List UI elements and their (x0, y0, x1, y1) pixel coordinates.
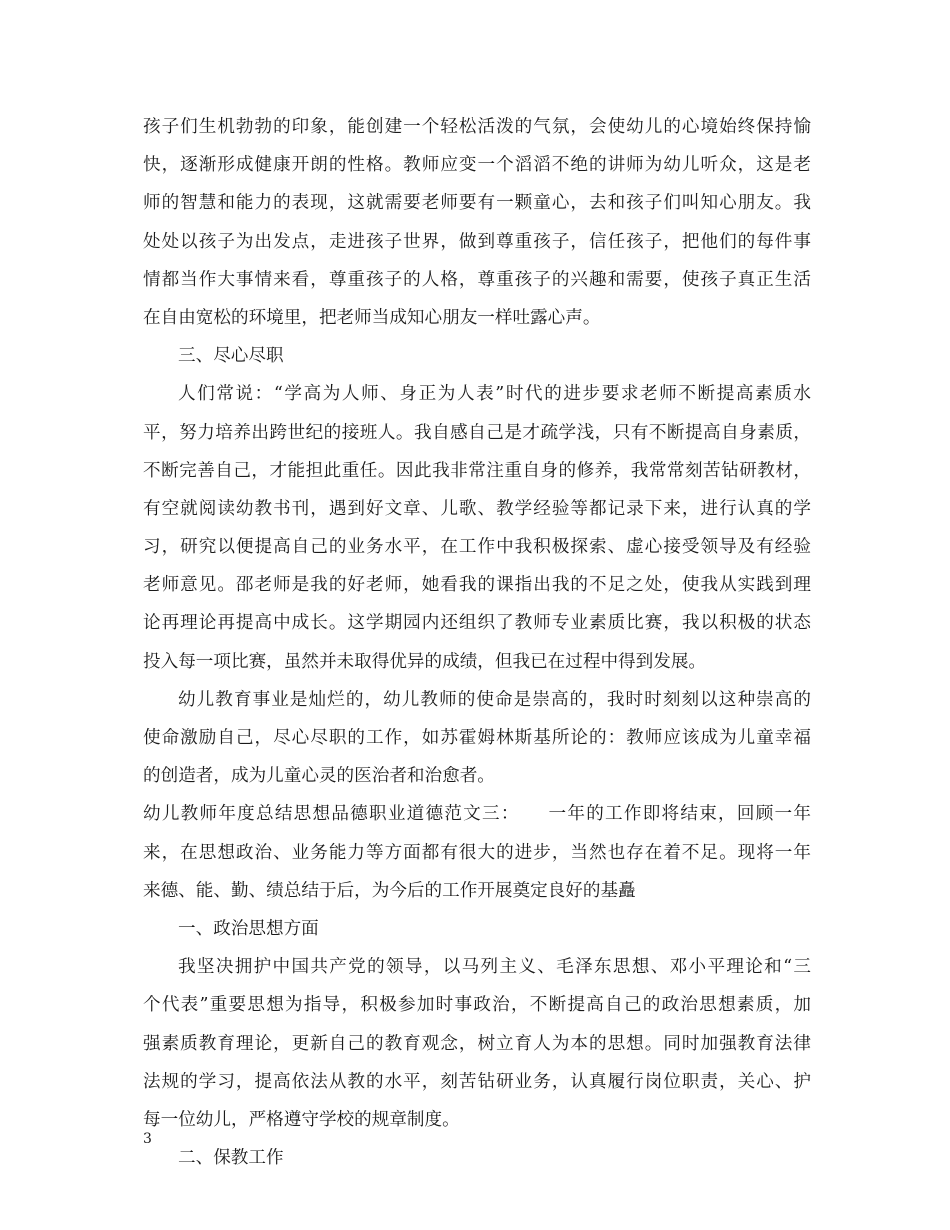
text-line: 个代表”重要思想为指导，积极参加时事政治，不断提高自己的政治思想素质，加 (143, 995, 811, 1016)
text-line: 幼儿教师年度总结思想品德职业道德范文三： 一年的工作即将结束，回顾一年 (143, 804, 811, 825)
text-line: 一、政治思想方面 (178, 918, 319, 939)
text-line: 三、尽心尽职 (178, 346, 284, 367)
text-line: 处处以孩子为出发点，走进孩子世界，做到尊重孩子，信任孩子，把他们的每件事 (143, 231, 811, 252)
text-line: 投入每一项比赛，虽然并未取得优异的成绩，但我已在过程中得到发展。 (143, 651, 707, 672)
text-line: 幼儿教育事业是灿烂的，幼儿教师的使命是崇高的，我时时刻刻以这种崇高的 (178, 689, 811, 710)
text-line: 平，努力培养出跨世纪的接班人。我自感自己是才疏学浅，只有不断提高自身素质， (143, 422, 811, 443)
text-line: 快，逐渐形成健康开朗的性格。教师应变一个滔滔不绝的讲师为幼儿听众，这是老 (143, 155, 811, 176)
text-line: 法规的学习，提高依法从教的水平，刻苦钻研业务，认真履行岗位职责，关心、护 (143, 1071, 811, 1092)
text-line: 来，在思想政治、业务能力等方面都有很大的进步，当然也存在着不足。现将一年 (143, 842, 811, 863)
text-line: 论再理论再提高中成长。这学期园内还组织了教师专业素质比赛，我以积极的状态 (143, 613, 811, 634)
text-line: 人们常说：“学高为人师、身正为人表”时代的进步要求老师不断提高素质水 (178, 384, 811, 405)
text-line: 每一位幼儿，严格遵守学校的规章制度。 (143, 1109, 460, 1130)
text-line: 老师意见。邵老师是我的好老师，她看我的课指出我的不足之处，使我从实践到理 (143, 575, 811, 596)
text-line: 来德、能、勤、绩总结于后，为今后的工作开展奠定良好的基矗 (143, 880, 636, 901)
text-line: 师的智慧和能力的表现，这就需要老师要有一颗童心，去和孩子们叫知心朋友。我 (143, 193, 811, 214)
text-line: 情都当作大事情来看，尊重孩子的人格，尊重孩子的兴趣和需要，使孩子真正生活 (143, 269, 811, 290)
text-line: 不断完善自己，才能担此重任。因此我非常注重自身的修养，我常常刻苦钻研教材， (143, 460, 811, 481)
text-line: 的创造者，成为儿童心灵的医治者和治愈者。 (143, 766, 495, 787)
text-line: 二、保教工作 (178, 1148, 284, 1169)
text-line: 强素质教育理论，更新自己的教育观念，树立育人为本的思想。同时加强教育法律 (143, 1033, 811, 1054)
text-line: 习，研究以便提高自己的业务水平，在工作中我积极探索、虚心接受领导及有经验 (143, 537, 811, 558)
text-line: 在自由宽松的环境里，把老师当成知心朋友一样吐露心声。 (143, 307, 601, 328)
text-line: 使命激励自己，尽心尽职的工作，如苏霍姆林斯基所论的：教师应该成为儿童幸福 (143, 728, 811, 748)
text-line: 有空就阅读幼教书刊，遇到好文章、儿歌、教学经验等都记录下来，进行认真的学 (143, 498, 811, 519)
page-number: 3 (143, 1131, 152, 1147)
text-line: 孩子们生机勃勃的印象，能创建一个轻松活泼的气氛，会使幼儿的心境始终保持愉 (143, 117, 811, 137)
document-body (143, 108, 811, 1177)
text-line: 我坚决拥护中国共产党的领导，以马列主义、毛泽东思想、邓小平理论和“三 (178, 957, 811, 978)
